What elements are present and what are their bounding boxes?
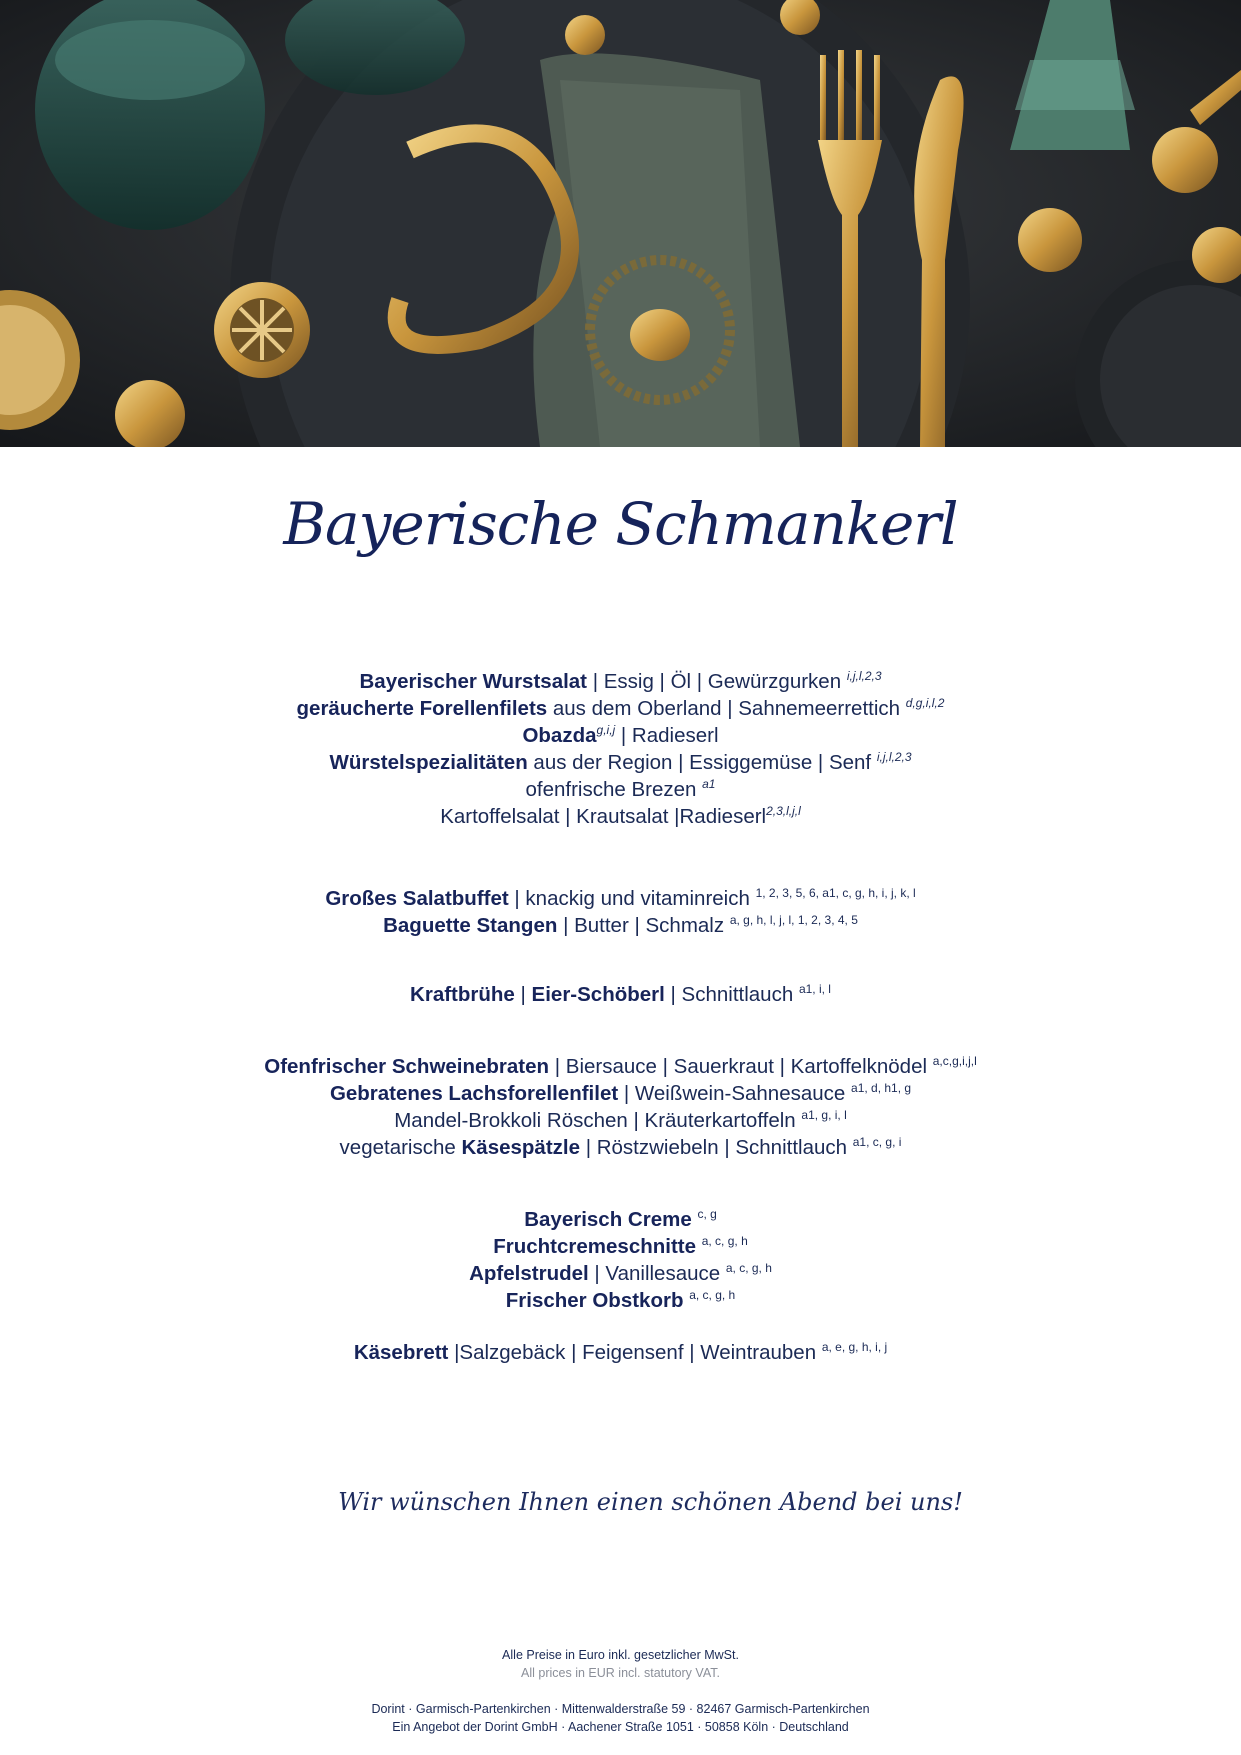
menu-section [0,885,1241,939]
menu-item [0,749,1241,776]
menu-item [0,776,1241,803]
dish-name: Bayerisch Creme [524,1208,692,1231]
menu-item [0,1233,1241,1260]
menu-item [0,1053,1241,1080]
allergen-codes: a1, c, g, i [852,1135,902,1149]
menu-item [0,912,1241,939]
allergen-codes: a1 [702,777,716,791]
menu-section [0,1339,1241,1366]
dish-name: Würstelspezialitäten [329,751,528,774]
dish-description: vegetarische [339,1136,462,1159]
allergen-codes: 1, 2, 3, 5, 6, a1, c, g, h, i, j, k, l [755,886,916,900]
dish-description: |Salzgebäck | Feigensenf | Weintrauben [448,1341,822,1364]
allergen-codes: i,j,l,2,3 [876,750,912,764]
dish-name: Frischer Obstkorb [505,1289,684,1312]
section-spacer [0,939,1241,981]
address-line-2: Ein Angebot der Dorint GmbH · Aachener Straße 1051 · 50858 Köln · Deutschland [392,1720,849,1734]
section-spacer [0,1161,1241,1206]
allergen-codes: a1, i, l [798,982,831,996]
dish-name: Fruchtcremeschnitte [493,1235,697,1258]
dish-description: | Schnittlauch [664,983,799,1006]
dish-description: | Butter | Schmalz [557,914,730,937]
menu-section [0,668,1241,830]
dish-description: | Radieserl [615,724,719,747]
dish-name: Käsebrett [353,1341,449,1364]
menu-item [0,1260,1241,1287]
dish-description: aus der Region | Essiggemüse | Senf [527,751,877,774]
menu-item [0,722,1241,749]
address-line-1: Dorint · Garmisch-Partenkirchen · Mittenwalderstraße 59 · 82467 Garmisch-Partenkirchen [371,1702,870,1716]
menu-item [0,1107,1241,1134]
closing-greeting: Wir wünschen Ihnen einen schönen Abend bei uns! [338,1488,963,1516]
menu-section [0,981,1241,1008]
allergen-codes: 2,3,l,j,l [766,804,801,818]
menu-item [0,885,1241,912]
allergen-codes: a, c, g, h [689,1288,736,1302]
menu-list [0,668,1241,1366]
menu-item [0,1287,1241,1314]
dish-name: Käsespätzle [461,1136,580,1159]
allergen-codes: i,j,l,2,3 [846,669,882,683]
dish-name: Gebratenes Lachsforellenfilet [329,1082,619,1105]
dish-description: | knackig und vitaminreich [508,887,756,910]
section-spacer [0,1008,1241,1053]
allergen-codes: a1, d, h1, g [851,1081,912,1095]
dish-description: | [514,983,532,1006]
dish-description: | Weißwein-Sahnesauce [618,1082,852,1105]
dish-name: Apfelstrudel [469,1262,589,1285]
dish-name: Baguette Stangen [383,914,558,937]
allergen-codes: a, g, h, l, j, l, 1, 2, 3, 4, 5 [729,913,858,927]
dish-name: Eier-Schöberl [531,983,665,1006]
menu-item [0,1339,1241,1366]
dish-description: aus dem Oberland | Sahnemeerrettich [547,697,906,720]
menu-item [0,1080,1241,1107]
section-spacer [0,830,1241,885]
dish-name: Bayerischer Wurstsalat [359,670,588,693]
table-setting-photo-icon [0,0,1241,447]
menu-section [0,1053,1241,1161]
menu-item [0,803,1241,830]
dish-name: Obazda [522,724,597,747]
allergen-codes: d,g,i,l,2 [905,696,945,710]
menu-item [0,668,1241,695]
price-note-en: All prices in EUR incl. statutory VAT. [521,1666,720,1680]
allergen-codes: a, c, g, h [701,1234,748,1248]
dish-name: geräucherte Forellenfilets [296,697,548,720]
allergen-codes: a, e, g, h, i, j [821,1340,888,1354]
dish-description: | Röstzwiebeln | Schnittlauch [580,1136,853,1159]
dish-description: Kartoffelsalat | Krautsalat |Radieserl [440,805,767,828]
menu-item [0,1134,1241,1161]
dish-description: | Essig | Öl | Gewürzgurken [587,670,847,693]
section-spacer [0,1314,1241,1339]
menu-section [0,1206,1241,1314]
allergen-codes: a1, g, i, l [801,1108,847,1122]
menu-item [0,1206,1241,1233]
allergen-codes: g,i,j [596,723,616,737]
dish-name: Kraftbrühe [410,983,515,1006]
dish-name: Großes Salatbuffet [325,887,509,910]
dish-description: ofenfrische Brezen [525,778,703,801]
menu-item [0,981,1241,1008]
allergen-codes: a,c,g,i,j,l [932,1054,977,1068]
dish-description: | Biersauce | Sauerkraut | Kartoffelknödel [549,1055,933,1078]
dish-description: Mandel-Brokkoli Röschen | Kräuterkartoffeln [394,1109,802,1132]
dish-description: | Vanillesauce [588,1262,726,1285]
menu-title: Bayerische Schmankerl [283,490,958,558]
menu-item [0,695,1241,722]
hero-photo [0,0,1241,447]
allergen-codes: c, g [697,1207,717,1221]
allergen-codes: a, c, g, h [725,1261,772,1275]
dish-name: Ofenfrischer Schweinebraten [264,1055,550,1078]
footer [0,1646,1241,1736]
price-note-de: Alle Preise in Euro inkl. gesetzlicher MwSt. [502,1648,739,1662]
